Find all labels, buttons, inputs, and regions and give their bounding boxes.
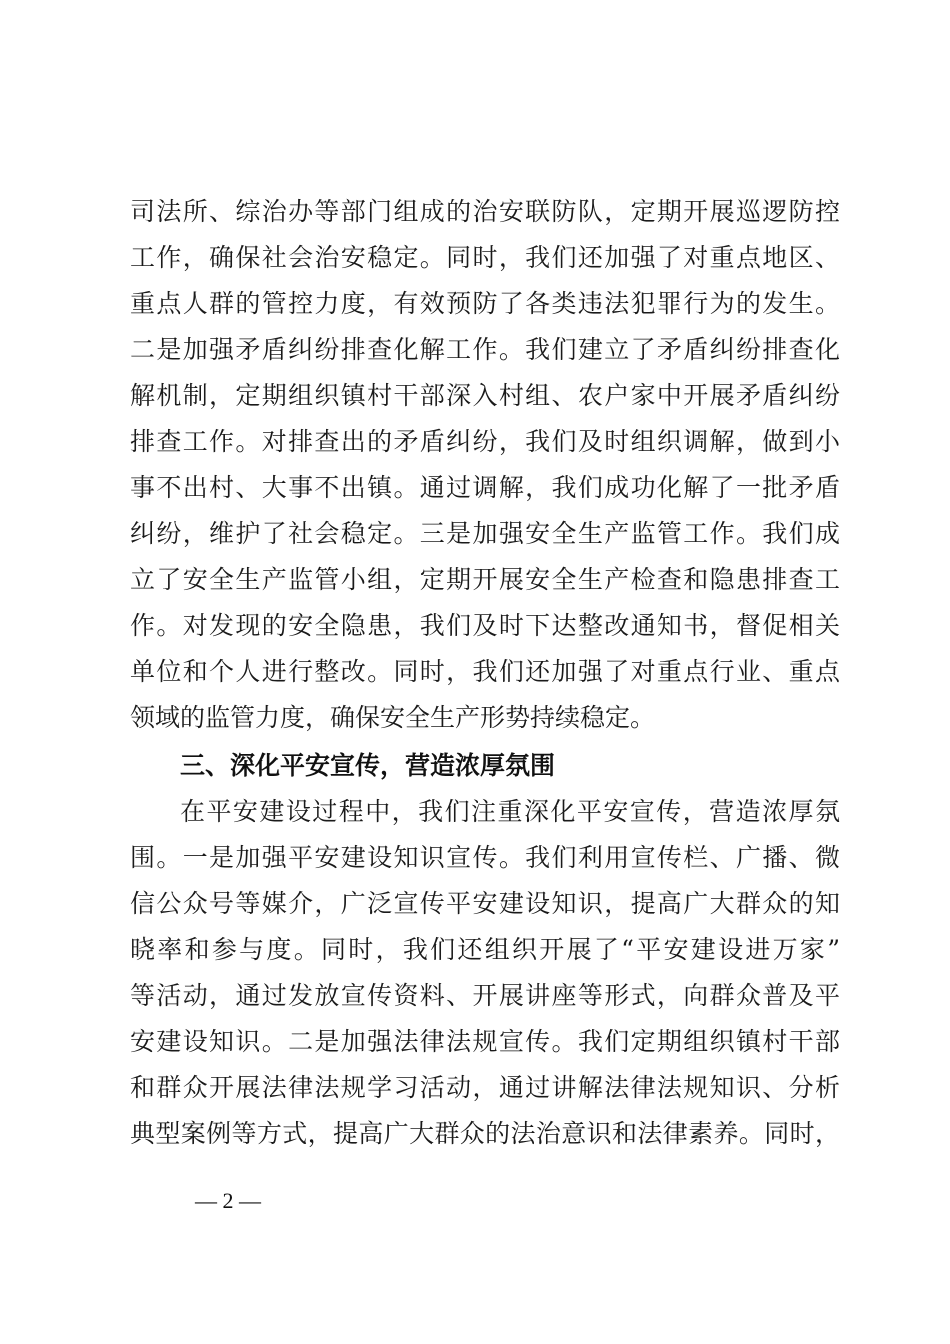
text-line: 纠纷，维护了社会稳定。三是加强安全生产监管工作。我们成 [130, 519, 840, 548]
text-line: 和群众开展法律法规学习活动，通过讲解法律法规知识、分析 [130, 1073, 840, 1102]
text-line: 等活动，通过发放宣传资料、开展讲座等形式，向群众普及平 [130, 981, 840, 1010]
text-line: 晓率和参与度。同时，我们还组织开展了“平安建设进万家” [130, 935, 840, 964]
text-line: 信公众号等媒介，广泛宣传平安建设知识，提高广大群众的知 [130, 889, 840, 918]
text-line: 排查工作。对排查出的矛盾纠纷，我们及时组织调解，做到小 [130, 427, 840, 456]
text-line: 事不出村、大事不出镇。通过调解，我们成功化解了一批矛盾 [130, 473, 840, 502]
text-line: 围。一是加强平安建设知识宣传。我们利用宣传栏、广播、微 [130, 843, 840, 872]
text-line: 重点人群的管控力度，有效预防了各类违法犯罪行为的发生。 [130, 289, 840, 318]
text-line: 作。对发现的安全隐患，我们及时下达整改通知书，督促相关 [130, 611, 840, 640]
text-line: 立了安全生产监管小组，定期开展安全生产检查和隐患排查工 [130, 565, 840, 594]
text-line: 单位和个人进行整改。同时，我们还加强了对重点行业、重点 [130, 657, 840, 686]
text-line: 司法所、综治办等部门组成的治安联防队，定期开展巡逻防控 [130, 197, 840, 226]
text-line: 工作，确保社会治安稳定。同时，我们还加强了对重点地区、 [130, 243, 840, 272]
text-line: 领域的监管力度，确保安全生产形势持续稳定。 [130, 703, 656, 732]
page-number: — 2 — [195, 1188, 261, 1213]
section-heading: 三、深化平安宣传，营造浓厚氛围 [180, 751, 556, 780]
text-line: 二是加强矛盾纠纷排查化解工作。我们建立了矛盾纠纷排查化 [130, 335, 840, 364]
text-line: 典型案例等方式，提高广大群众的法治意识和法律素养。同时， [130, 1119, 840, 1148]
text-line: 解机制，定期组织镇村干部深入村组、农户家中开展矛盾纠纷 [130, 381, 840, 410]
text-line: 安建设知识。二是加强法律法规宣传。我们定期组织镇村干部 [130, 1027, 840, 1056]
text-line: 在平安建设过程中，我们注重深化平安宣传，营造浓厚氛 [180, 797, 840, 826]
